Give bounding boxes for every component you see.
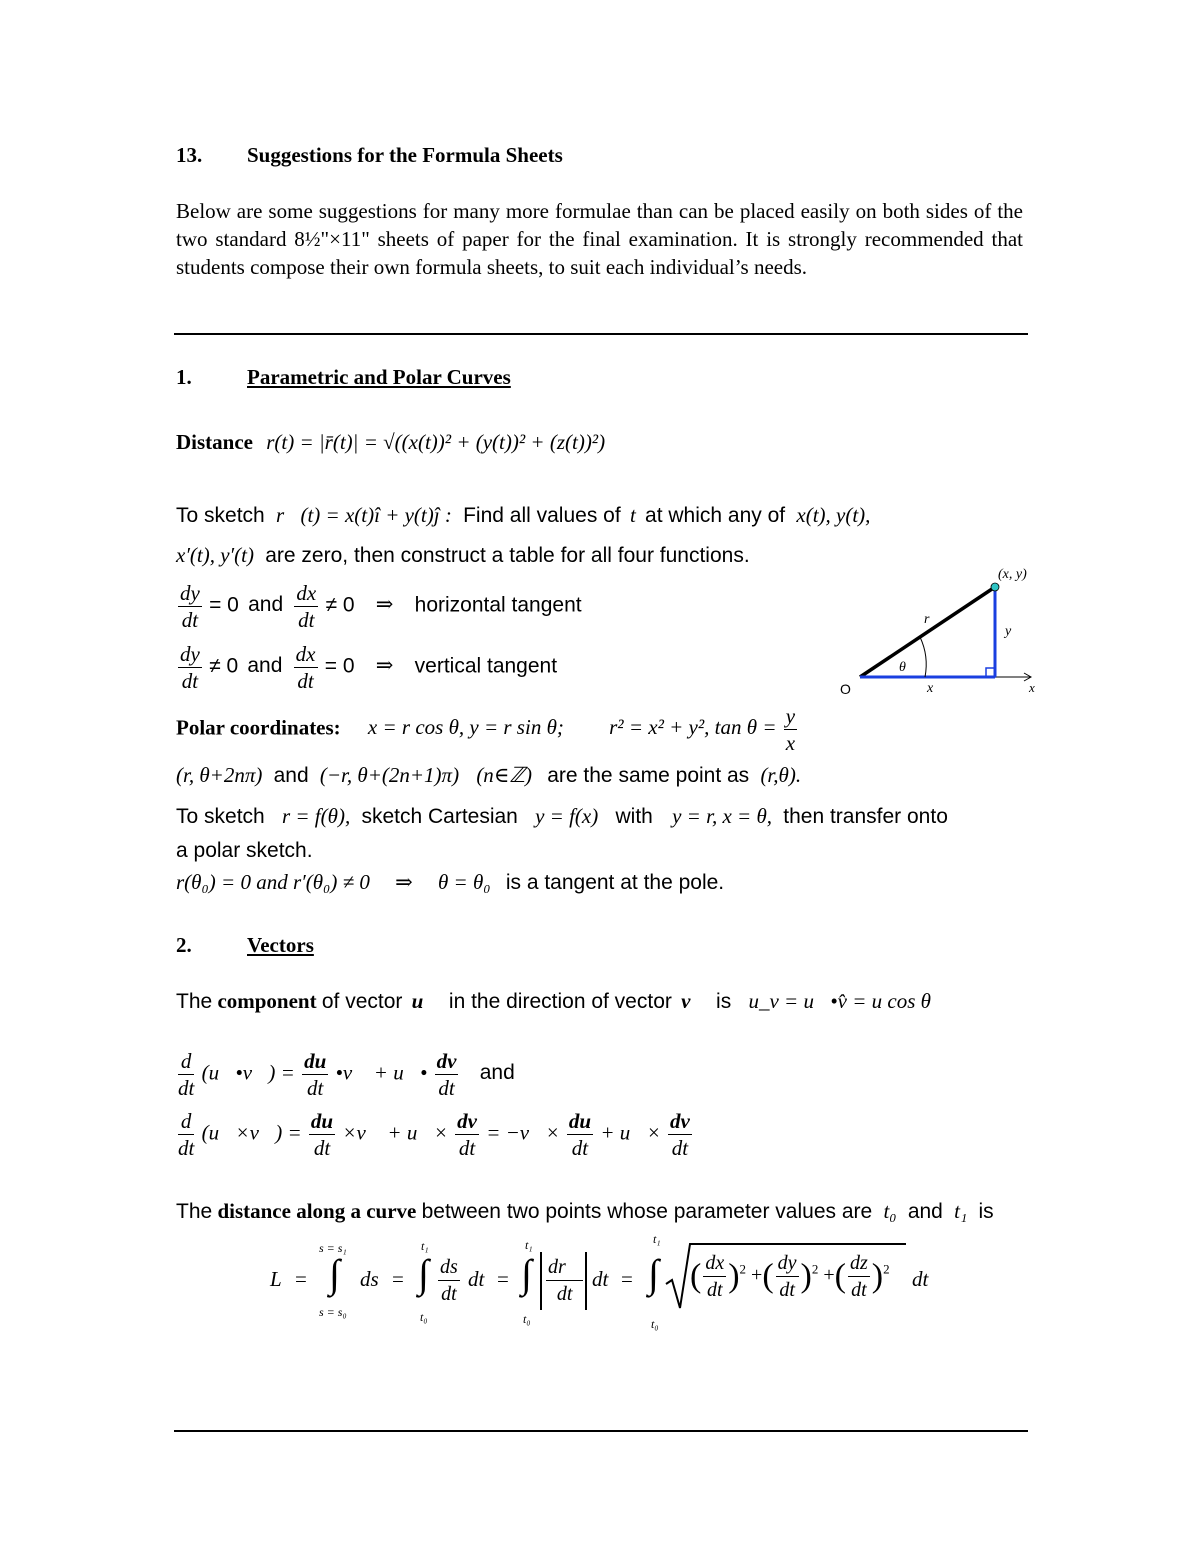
frac-dt: dt xyxy=(556,1283,573,1305)
polar-label: Polar coordinates: xyxy=(176,715,341,740)
frac-dt: dt xyxy=(313,1136,331,1160)
frac-dt: dt xyxy=(181,669,199,693)
section-1-title: Parametric and Polar Curves xyxy=(247,365,511,389)
frac-dt: dt xyxy=(438,1076,455,1100)
divider-bottom xyxy=(174,1430,1028,1432)
frac-dy: dy xyxy=(776,1250,799,1277)
implies-arrow: ⇒ xyxy=(375,592,394,617)
same-point-d: (r,θ). xyxy=(760,763,802,787)
frac-dz: dz xyxy=(848,1250,870,1277)
distance-label: Distance xyxy=(176,430,253,454)
frac-dt: dt xyxy=(307,1076,324,1100)
comp-text-1: of vector xyxy=(321,990,403,1013)
limit-t0: t₀ xyxy=(523,1312,531,1326)
frac-dt: dt xyxy=(441,1283,457,1305)
frac-dr: dr⃗ xyxy=(546,1254,583,1281)
dot-term-1: •v⃗ + u⃗• xyxy=(335,1060,428,1085)
point-label: (x, y) xyxy=(998,567,1027,582)
frac-dv: dv xyxy=(670,1109,690,1133)
cross-term-3: + u⃗× xyxy=(600,1120,661,1145)
polar-sketch-text-1: sketch Cartesian xyxy=(361,805,518,828)
frac-du: du xyxy=(568,1109,592,1133)
frac-dt: dt xyxy=(851,1279,867,1301)
frac-dv: dv xyxy=(457,1109,477,1133)
distance-formula: r(t) = |r̄(t)| = √((x(t))² + (y(t))² + (z(t))²) xyxy=(266,430,606,454)
same-point-c: (n∈ℤ) xyxy=(476,763,532,787)
limit-s0: s = s₀ xyxy=(319,1305,347,1319)
point-marker xyxy=(991,583,999,591)
frac-du: du xyxy=(310,1109,334,1133)
same-point-and: and xyxy=(273,764,309,787)
cross-term-1: ×v⃗ + u⃗× xyxy=(342,1120,448,1145)
ds-symbol: ds xyxy=(360,1267,379,1291)
dot-lhs: (u⃗•v⃗) = xyxy=(201,1060,295,1085)
frac-dt: dt xyxy=(297,669,314,693)
frac-dy: dy xyxy=(180,642,200,666)
axis-label: x xyxy=(1029,680,1035,695)
vert-cond-1: ≠ 0 xyxy=(209,654,239,678)
abs-bar-right xyxy=(585,1252,587,1310)
section-1-number: 1. xyxy=(176,365,192,389)
dot-derivative-row xyxy=(176,1048,515,1101)
section-2-number: 2. xyxy=(176,933,192,957)
same-point-a: (r, θ+2nπ) xyxy=(176,763,263,787)
frac-d: d xyxy=(178,1048,194,1075)
integral-2: ∫ xyxy=(418,1251,429,1296)
frac-dt: dt xyxy=(779,1279,795,1301)
limit-t1: t₁ xyxy=(653,1232,661,1246)
frac-dt: dt xyxy=(706,1279,723,1301)
comp-formula: u_v = u⃗•v̂ = u cos θ xyxy=(748,989,931,1013)
x-label: x xyxy=(927,681,934,695)
vertical-tangent-row xyxy=(176,641,557,694)
frac-dt: dt xyxy=(458,1136,476,1160)
divider xyxy=(174,333,1028,335)
horiz-result: horizontal tangent xyxy=(414,593,582,617)
frac-dt: dt xyxy=(671,1136,689,1160)
page-title: Suggestions for the Formula Sheets xyxy=(247,143,563,167)
limit-t0: t₀ xyxy=(420,1310,428,1324)
frac-dt: dt xyxy=(571,1136,589,1160)
frac-dx: dx xyxy=(703,1250,726,1277)
frac-dt: dt xyxy=(178,1136,195,1160)
dist-bold: distance along a curve xyxy=(217,1199,417,1223)
limit-t1: t₁ xyxy=(525,1238,533,1252)
horiz-cond-1: = 0 xyxy=(209,593,239,617)
dist-is: is xyxy=(978,1200,994,1223)
cross-lhs: (u⃗×v⃗) = xyxy=(201,1120,302,1145)
comp-pre: The xyxy=(176,990,213,1013)
sketch-prefix: To sketch xyxy=(176,504,265,527)
abs-bar-left xyxy=(540,1252,542,1310)
vert-cond-2: = 0 xyxy=(324,654,355,678)
polar-sketch-with: with xyxy=(615,805,653,828)
implies-arrow: ⇒ xyxy=(395,870,413,894)
component-row xyxy=(176,989,931,1014)
polar-sketch-text-2: then transfer onto xyxy=(783,805,948,828)
frac-dt: dt xyxy=(181,608,199,632)
polar-coords-row xyxy=(176,703,799,756)
implies-arrow: ⇒ xyxy=(375,653,394,678)
distance-line xyxy=(176,430,605,455)
integral-1: ∫ xyxy=(329,1251,340,1296)
sketch-t: t xyxy=(629,503,636,527)
comp-is: is xyxy=(716,990,732,1013)
pole-tangent-row xyxy=(176,870,724,895)
limit-t0: t₀ xyxy=(651,1317,659,1331)
angle-arc xyxy=(920,637,926,677)
limit-s1: s = s₁ xyxy=(319,1241,347,1255)
integral-3: ∫ xyxy=(521,1251,532,1296)
polar-formula-1: x = r cos θ, y = r sin θ; xyxy=(367,715,564,740)
same-point-row xyxy=(176,763,801,788)
sketch-text-3: are zero, then construct a table for all four functions. xyxy=(265,544,750,567)
r-label: r xyxy=(924,612,930,627)
dist-text: between two points whose parameter values are xyxy=(421,1200,873,1223)
horiz-cond-2: ≠ 0 xyxy=(325,593,355,617)
polar-sketch-prefix: To sketch xyxy=(176,805,265,828)
arc-length-intro xyxy=(176,1199,994,1224)
dt-symbol: dt xyxy=(592,1267,609,1291)
sketch-line-2 xyxy=(176,543,750,568)
frac-dt: dt xyxy=(178,1076,195,1100)
sketch-text-2: at which any of xyxy=(645,504,786,527)
equals-3: = xyxy=(497,1267,509,1291)
dt-symbol: dt xyxy=(912,1267,929,1291)
frac-du: du xyxy=(304,1049,327,1073)
cross-term-2: = −v⃗× xyxy=(486,1120,560,1145)
frac-dx: dx xyxy=(295,642,316,666)
comp-text-2: in the direction of vector xyxy=(448,990,672,1013)
vert-result: vertical tangent xyxy=(414,654,558,678)
dt-symbol: dt xyxy=(468,1267,485,1291)
frac-d: d xyxy=(178,1108,194,1135)
comp-u: u⃗ xyxy=(411,989,440,1013)
horizontal-tangent-row xyxy=(176,580,582,633)
pole-theta: θ = θ₀ xyxy=(437,870,491,894)
limit-t1: t₁ xyxy=(421,1239,429,1253)
frac-ds: ds xyxy=(438,1254,460,1281)
L-symbol: L xyxy=(270,1267,282,1291)
equals-2: = xyxy=(392,1267,404,1291)
integral-4: ∫ xyxy=(648,1251,659,1296)
polar-sketch-row-2 xyxy=(176,838,313,863)
polar-sketch-g: y = f(x) xyxy=(535,804,599,828)
cross-derivative-row xyxy=(176,1108,694,1161)
ds-dt-fraction xyxy=(436,1254,462,1307)
polar-sketch-row xyxy=(176,804,948,829)
frac-dy: dy xyxy=(180,581,200,605)
dr-dt-fraction xyxy=(544,1254,585,1307)
sketch-formula: r⃗(t) = x(t)î + y(t)ĵ : xyxy=(275,503,452,527)
comp-bold: component xyxy=(217,989,317,1013)
pole-formula: r(θ₀) = 0 and r′(θ₀) ≠ 0 xyxy=(176,870,370,894)
frac-y: y xyxy=(785,704,796,728)
dist-pre: The xyxy=(176,1200,213,1223)
origin-label: O xyxy=(840,681,851,695)
pole-text: is a tangent at the pole. xyxy=(505,871,725,894)
frac-dx: dx xyxy=(296,581,317,605)
y-label: y xyxy=(1005,624,1012,639)
equals-1: = xyxy=(295,1267,307,1291)
sketch-text-1: Find all values of xyxy=(463,504,621,527)
equals-4: = xyxy=(621,1267,633,1291)
same-point-text: are the same point as xyxy=(547,764,750,787)
sketch-funcs-1: x(t), y(t), xyxy=(796,503,871,527)
intro-paragraph: Below are some suggestions for many more formulae than can be placed easily on both sides of the two standard 8½"×11" sheets of paper for the final examination. It is strongly recommended that students compose their own formula sheets, to suit each individual’s needs. xyxy=(176,199,1023,279)
polar-diagram xyxy=(836,560,1046,695)
polar-sketch-sub: y = r, x = θ, xyxy=(672,804,773,828)
frac-dv: dv xyxy=(436,1049,457,1073)
sketch-line-1 xyxy=(176,503,870,528)
comp-v: v⃗ xyxy=(681,989,707,1013)
dist-and: and xyxy=(907,1200,943,1223)
frac-x: x xyxy=(785,731,796,755)
dot-and: and xyxy=(479,1061,515,1085)
same-point-b: (−r, θ+(2n+1)π) xyxy=(319,763,460,787)
vert-and: and xyxy=(247,654,283,678)
sqrt-content: ( $\frac{dx}{dt}$ )$^2$ +( $\frac{dy}{dt}$ )$^2$ +( $\frac{dz}{dt}$ )$^2$ xyxy=(690,1252,890,1301)
polar-sketch-text-3: a polar sketch. xyxy=(176,839,313,862)
section-2-title: Vectors xyxy=(247,933,314,957)
section-number: 13. xyxy=(176,143,203,167)
sketch-funcs-2: x′(t), y′(t) xyxy=(176,543,254,567)
frac-dt: dt xyxy=(298,608,315,632)
dist-t0: t₀ xyxy=(883,1199,897,1223)
horiz-and: and xyxy=(248,593,284,617)
theta-label: θ xyxy=(899,660,906,675)
polar-sketch-f: r = f(θ), xyxy=(281,804,351,828)
polar-formula-2: r² = x² + y², tan θ = xyxy=(609,715,777,740)
dist-t1: t₁ xyxy=(954,1199,968,1223)
radius-line xyxy=(860,587,995,677)
